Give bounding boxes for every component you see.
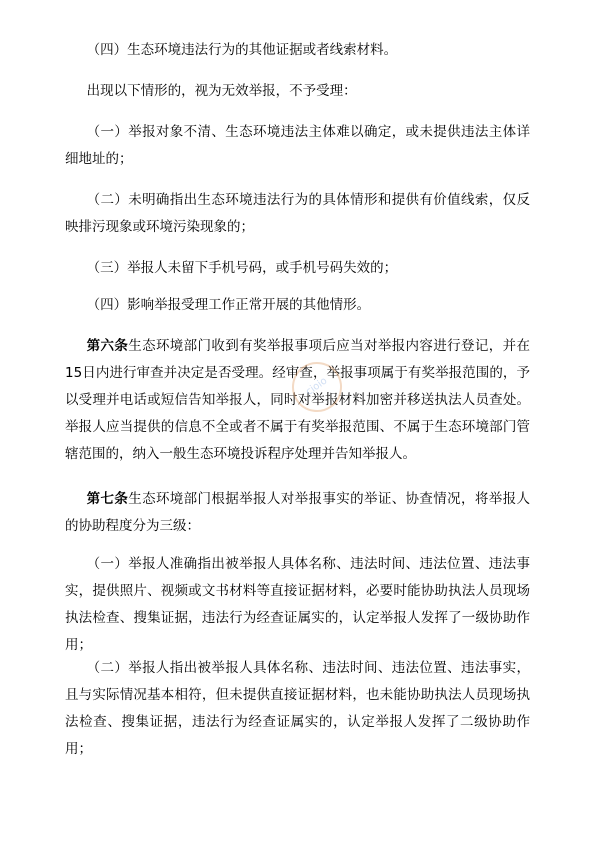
- paragraph-invalid-4: （四）影响举报受理工作正常开展的其他情形。: [86, 297, 371, 313]
- paragraph-invalid-3: （三）举报人未留下手机号码，或手机号码失效的；: [86, 260, 398, 276]
- paragraph-invalid-1: （一）举报对象不清、生态环境违法主体难以确定，或未提供违法主体详细地址的；: [65, 124, 530, 167]
- paragraph-invalid-2: （二）未明确指出生态环境违法行为的具体情形和提供有价值线索，仅反映排污现象或环境污染现象的；: [65, 192, 530, 235]
- article-7: [65, 486, 530, 540]
- paragraph-assist-level-1: （一）举报人准确指出被举报人具体名称、违法时间、违法位置、违法事实，提供照片、视频或文书材料等直接证据材料，必要时能协助执法人员现场执法检查、搜集证据，违法行为经查证属实的，认定举报人发挥了一级协助作用；: [65, 556, 530, 653]
- article-7-label: 第七条: [86, 491, 129, 507]
- article-7-text: 生态环境部门根据举报人对举报事实的举证、协查情况，将举报人的协助程度分为三级：: [65, 491, 531, 534]
- paragraph-item-4-other-evidence: （四）生态环境违法行为的其他证据或者线索材料。: [86, 42, 398, 58]
- paragraph-invalid-report-intro: 出现以下情形的，视为无效举报，不予受理：: [86, 83, 357, 99]
- article-6-text: 生态环境部门收到有奖举报事项后应当对举报内容进行登记，并在15日内进行审查并决定是否受理。经审查，举报事项属于有奖举报范围的，予以受理并电话或短信告知举报人，同时对举报材料加密并移送执法人员查处。举报人应当提供的信息不全或者不属于有奖举报范围、不属于生态环境部门管辖范围的，纳入一般生态环境投诉程序处理并告知举报人。: [65, 338, 531, 462]
- article-6-label: 第六条: [86, 338, 129, 354]
- watermark-logo: cioio: [282, 352, 352, 422]
- paragraph-assist-level-2: （二）举报人指出被举报人具体名称、违法时间、违法位置、违法事实，且与实际情况基本相符，但未提供直接证据材料，也未能协助执法人员现场执法检查、搜集证据，违法行为经查证属实的，认定举报人发挥了二级协助作用；: [65, 660, 530, 757]
